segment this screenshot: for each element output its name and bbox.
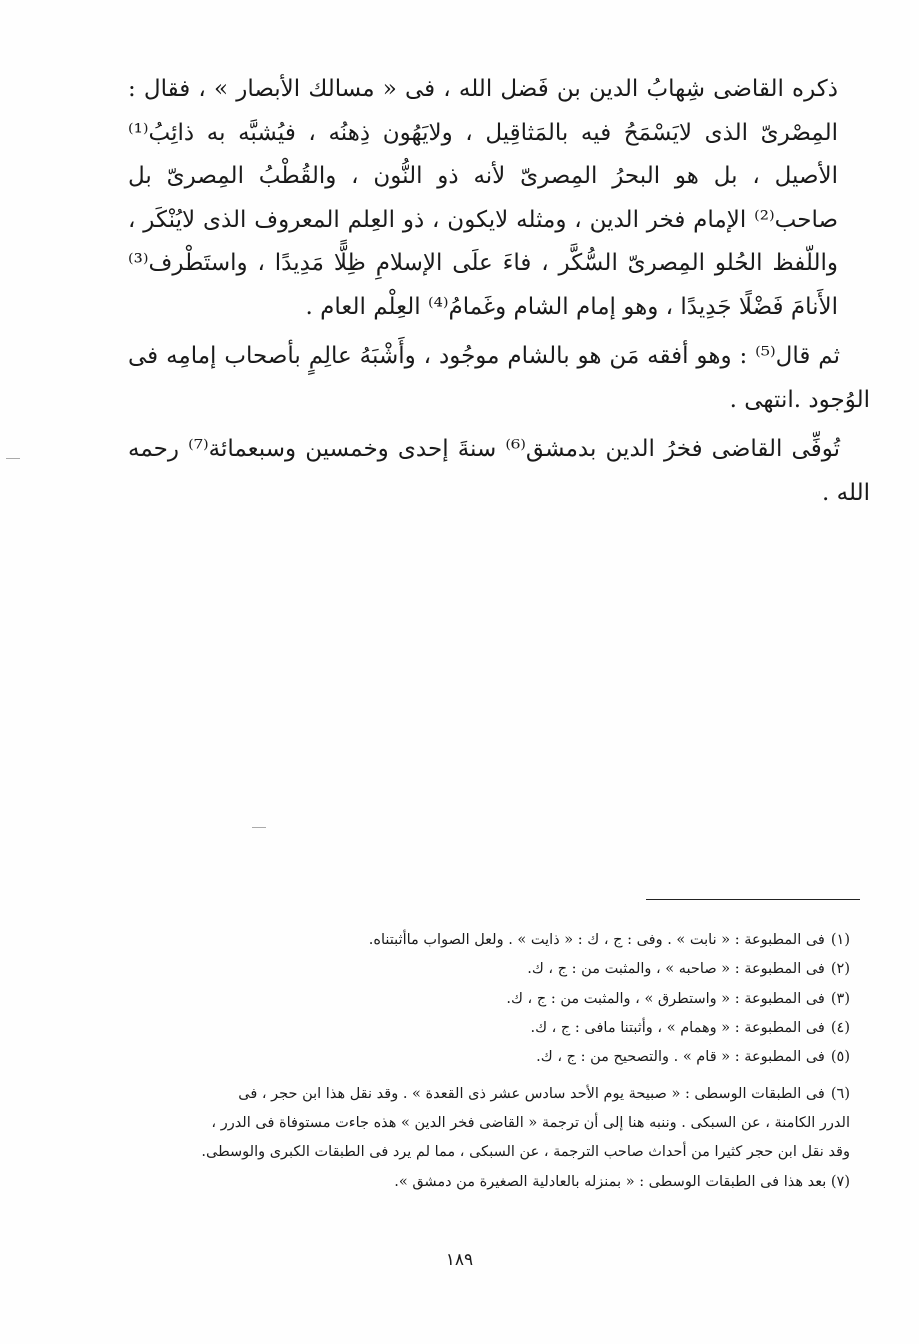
footnote-number: (٣) xyxy=(830,990,850,1007)
footnote-line: (٧) بعد هذا فى الطبقات الوسطى : « بمنزله بالعادلية الصغيرة من دمشق ». xyxy=(394,1173,850,1190)
footnote-text: فى الطبقات الوسطى : « صبيحة يوم الأحد سادس عشر ذى القعدة » . وقد نقل هذا ابن حجر ، فى xyxy=(238,1086,825,1102)
footnote-continuation xyxy=(150,1109,850,1197)
footnote-text: فى المطبوعة : « نابت » . وفى : ج ، ك : « ذايت » . ولعل الصواب ماأثبتناه. xyxy=(368,932,825,948)
footnote-item xyxy=(318,985,850,1014)
footnote-text: فى المطبوعة : « واستطرق » ، والمثبت من : ج ، ك. xyxy=(506,990,825,1007)
footnote-item xyxy=(318,955,850,984)
footnote-text: فى المطبوعة : « صاحبه » ، والمثبت من : ج ، ك. xyxy=(527,961,825,978)
footnote-line: الدرر الكامنة ، عن السبكى . وننبه هنا إلى أن ترجمة « القاضى فخر الدين » هذه جاءت مستوفاة فى الدرر ، xyxy=(211,1115,850,1131)
footnote-number: (٥) xyxy=(830,1049,850,1066)
footnote-number: (١) xyxy=(830,932,850,948)
paragraph-biography: ذكره القاضى شِهابُ الدين بن فَضل الله ، فى « مسالك الأبصار » ، فقال : المِصْرىّ الذى لايَسْمَحُ فيه بالمَثاقِيل ، ولايَهُون ذِهنُه ، فيُشبَّه به ذائِبُ⁽¹⁾ الأصيل ، بل هو البحرُ المِصرىّ لأنه ذو النُّون ، والقُطْبُ المِصرىّ بل صاحب⁽²⁾ الإمام فخر الدين ، ومثله لايكون ، ذو العِلم المعروف الذى لايُنْكَر ، واللّفظ الحُلو المِصرىّ السُّكَّر ، فاءَ علَى الإسلامِ ظِلًّا مَدِيدًا ، واستَطْرف⁽³⁾ الأَنامَ فَضْلًا جَدِيدًا ، وهو إمام الشام وغَمامُ⁽⁴⁾ العِلْم العام . xyxy=(128,76,838,320)
footnote-number: (٢) xyxy=(830,961,850,978)
footnote-number: (٤) xyxy=(830,1019,850,1036)
footnote-item xyxy=(150,1080,850,1109)
footnote-line: وقد نقل ابن حجر كثيرا من أحداث صاحب الترجمة ، عن السبكى ، مما لم يرد فى الطبقات الكبرى والوسطى. xyxy=(201,1144,850,1161)
margin-mark xyxy=(6,458,20,459)
footnote-item xyxy=(318,1043,850,1072)
scan-mark xyxy=(252,827,266,828)
main-text xyxy=(128,68,870,521)
footnote-item xyxy=(318,926,850,955)
footnote-text: فى المطبوعة : « وهمام » ، وأثبتنا مافى : ج ، ك. xyxy=(530,1019,825,1036)
paragraph-death: تُوفِّى القاضى فخرُ الدين بدمشق⁽⁶⁾ سنةَ إحدى وخمسين وسبعمائة⁽⁷⁾ رحمه الله . xyxy=(128,436,870,506)
footnote-six xyxy=(150,1080,850,1109)
paragraph-quote: ثم قال⁽⁵⁾ : وهو أفقه مَن هو بالشام موجُود ، وأَشْبَهُ عالِمٍ بأصحاب إمامِه فى الوُجود .انتهى . xyxy=(128,343,870,413)
footnotes-list xyxy=(318,926,850,1072)
footnote-item xyxy=(318,1014,850,1043)
page-number: ١٨٩ xyxy=(445,1250,474,1270)
footnote-separator xyxy=(646,899,860,900)
footnote-number: (٦) xyxy=(830,1086,850,1102)
footnote-text: فى المطبوعة : « قام » . والتصحيح من : ج ، ك. xyxy=(536,1049,825,1066)
